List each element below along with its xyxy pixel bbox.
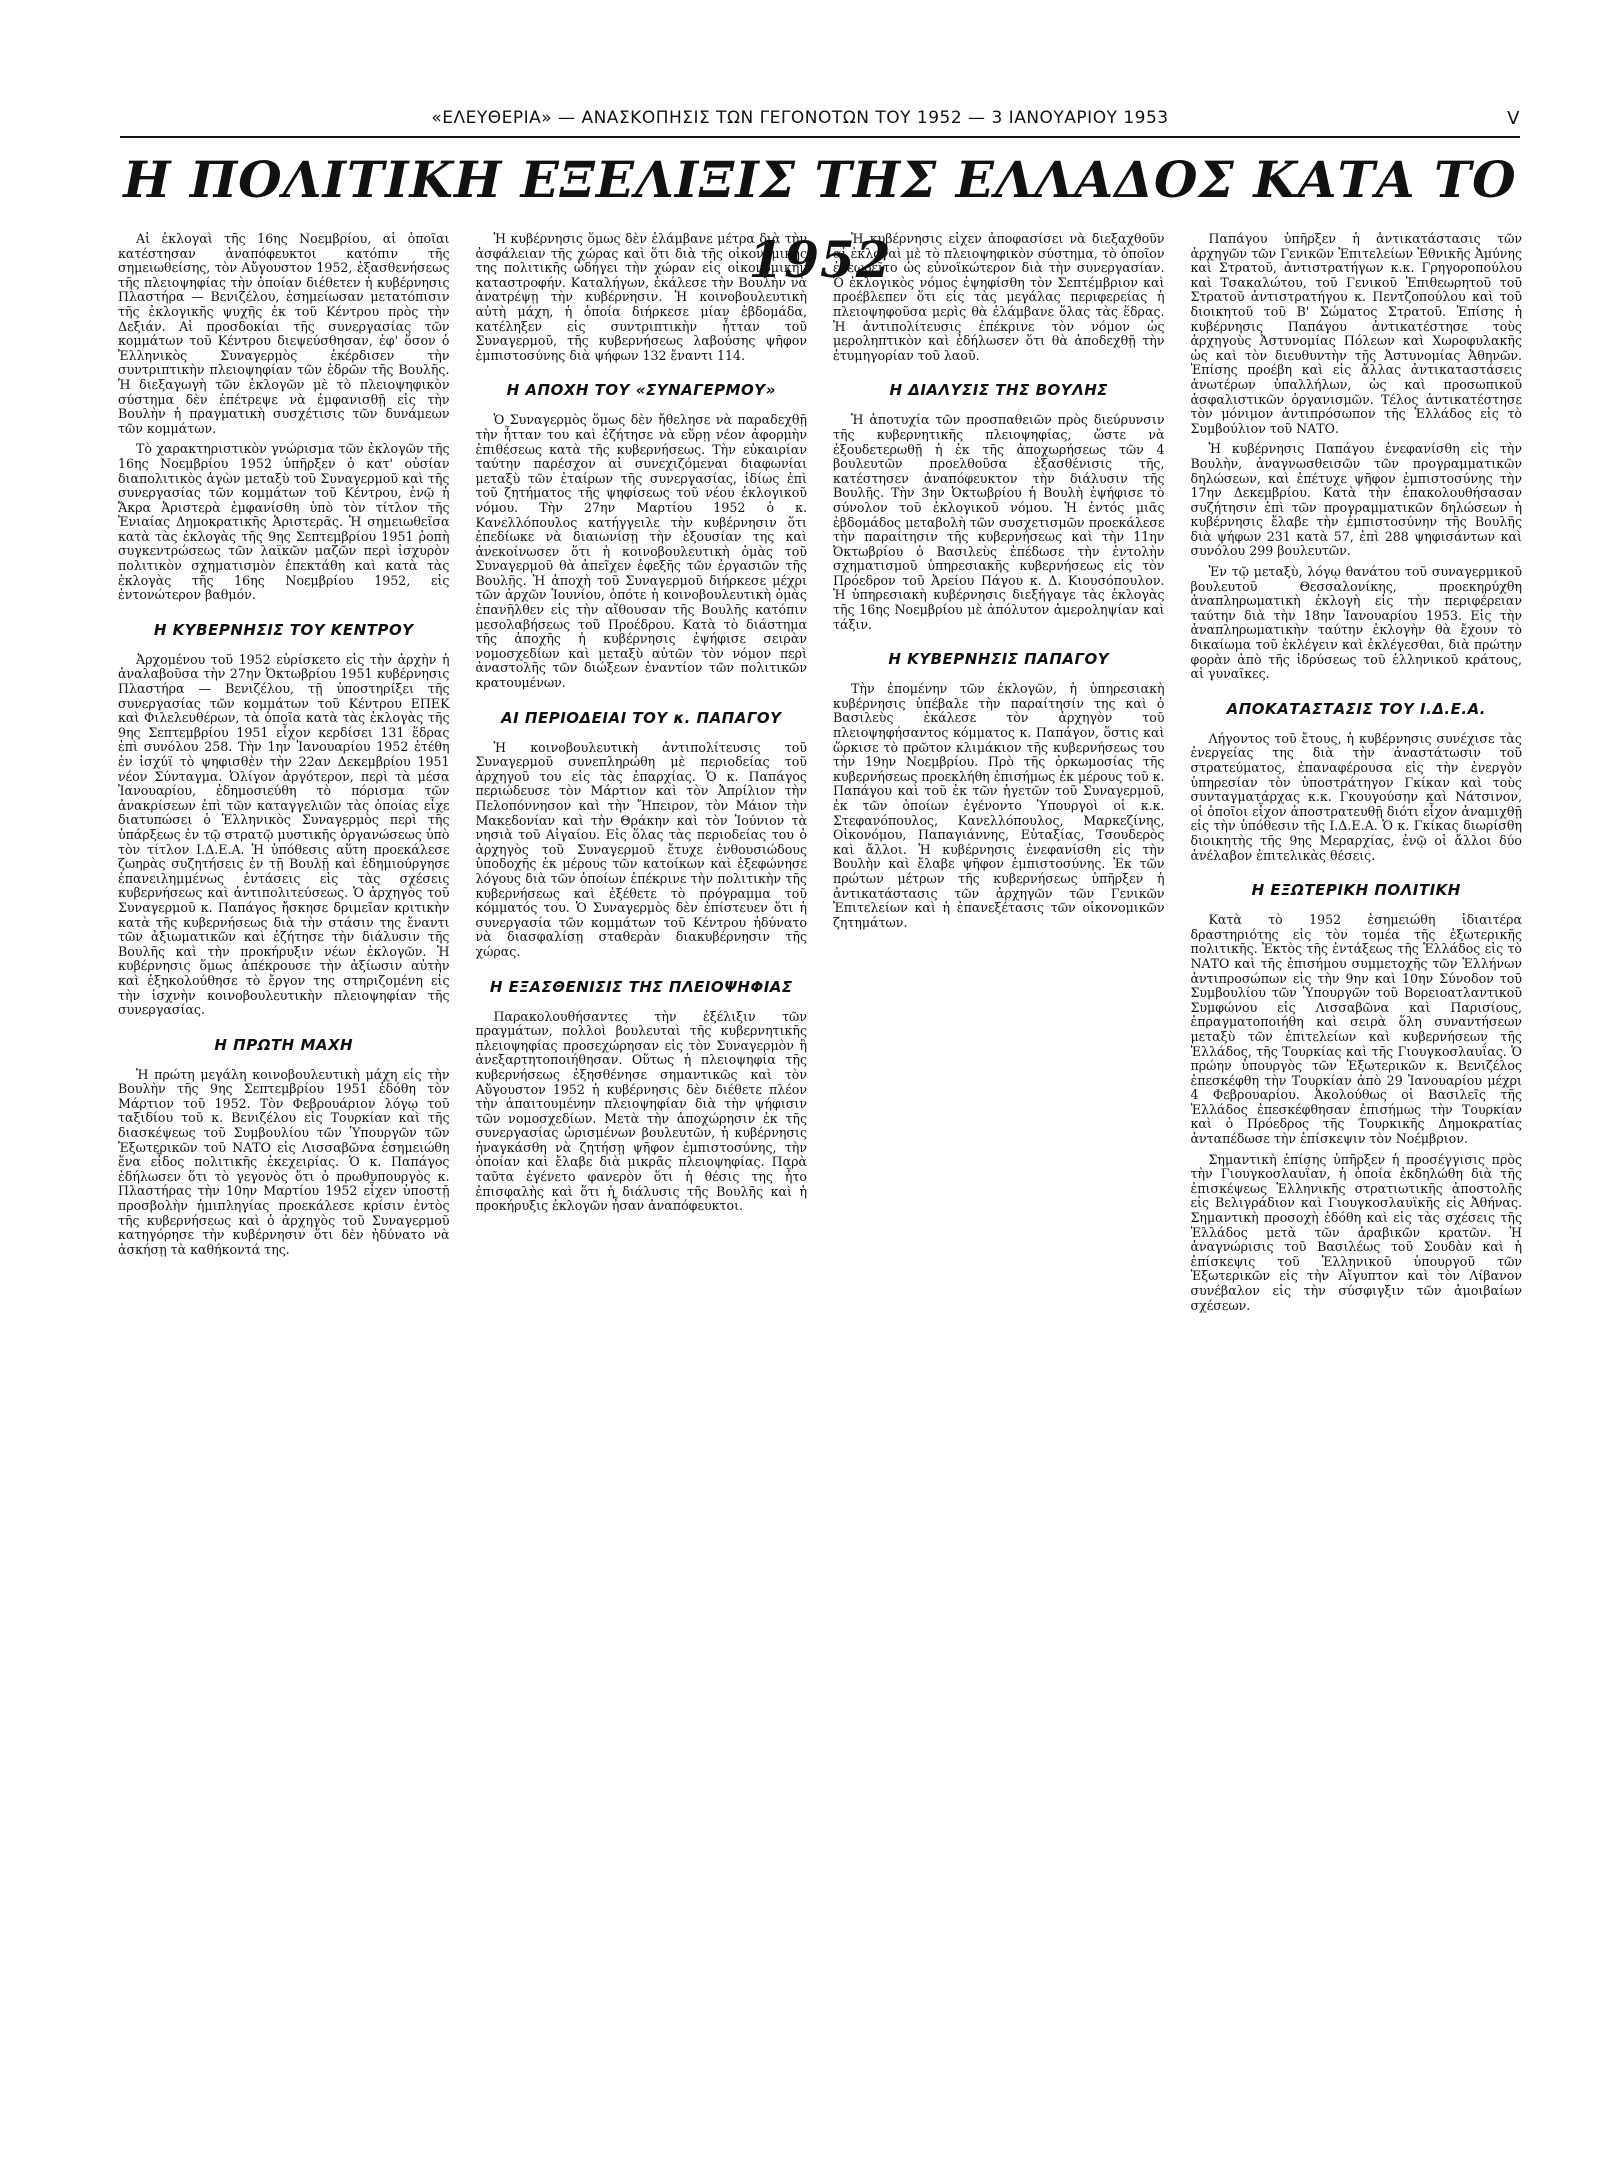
section-heading: Η ΚΥΒΕΡΝΗΣΙΣ ΠΑΠΑΓΟΥ (888, 650, 1110, 669)
paragraph: Ὁ Συναγερμὸς ὅμως δὲν ἤθελησε νὰ παραδεχθῇ τὴν ἧτταν του καὶ ἐζήτησε νὰ εὕρῃ νέον ἀφορμὴν ἐπιθέσεως κατὰ τῆς κυβερνήσεως. Τὴν εὐκαιρίαν ταύτην παρέσχον αἱ συνεχιζόμεναι διαφωνίαι μεταξὺ τῶν ἐταίρων τῆς συνεργασίας, ἰδίως ἐπὶ τοῦ ζητήματος τῆς ψηφίσεως τοῦ νέου ἐκλογικοῦ νόμου. Τὴν 27ην Μαρτίου 1952 ὁ κ. Κανελλόπουλος κατήγγειλε τὴν κυβέρνησιν ὅτι ἐπεδίωκε νὰ διαιωνίσῃ τὴν ἐξουσίαν της καὶ ἀνεκοίνωσεν ὅτι ἡ κοινοβουλευτικὴ ὁμὰς τοῦ Συναγερμοῦ θὰ ἀπεῖχεν ἐφεξῆς τῶν ἐργασιῶν τῆς Βουλῆς. Ἡ ἀποχὴ τοῦ Συναγερμοῦ διήρκεσε μέχρι τῶν ἀρχῶν Ἰουνίου, ὁπότε ἡ κοινοβουλευτικὴ ὁμὰς ἐπανῆλθεν εἰς τὴν αἴθουσαν τῆς Βουλῆς κατόπιν μεσολαβήσεως τοῦ Προέδρου. Κατὰ τὸ διάστημα τῆς ἀποχῆς ἡ κυβέρνησις ἐψήφισε σειρὰν νομοσχεδίων καὶ μεταξὺ αὐτῶν τὸν νόμον περὶ ἀναστολῆς τῶν διώξεων ἐναντίον τῶν πολιτικῶν κρατουμένων. (475, 412, 807, 691)
paragraph: Ἡ κυβέρνησις ὅμως δὲν ἐλάμβανε μέτρα διὰ τὴν ἀσφάλειαν τῆς χώρας καὶ ὅτι διὰ τῆς οἰκονομικῆς της πολιτικῆς ὡδήγει τὴν χώραν εἰς οἰκονομικὴν καταστροφήν. Καταλήγων, ἐκάλεσε τὴν Βουλὴν νὰ ἀνατρέψῃ τὴν κυβέρνησιν. Ἡ κοινοβουλευτικὴ αὐτὴ μάχη, ἡ ὁποία διήρκεσε μίαν ἑβδομάδα, κατέληξεν εἰς συντριπτικὴν ἧτταν τοῦ Συναγερμοῦ, τῆς κυβερνήσεως λαβούσης ψῆφον ἐμπιστοσύνης διὰ ψήφων 132 ἔναντι 114. (475, 232, 807, 363)
column-4 (1191, 232, 1523, 2132)
header-text: «ΕΛΕΥΘΕΡΙΑ» — ΑΝΑΣΚΟΠΗΣΙΣ ΤΩΝ ΓΕΓΟΝΟΤΩΝ ΤΟΥ 1952 — 3 ΙΑΝΟΥΑΡΙΟΥ 1953 (431, 108, 1169, 128)
section-heading: Η ΕΞΩΤΕΡΙΚΗ ΠΟΛΙΤΙΚΗ (1251, 881, 1461, 900)
page-number: V (1507, 107, 1520, 129)
section-heading: Η ΚΥΒΕΡΝΗΣΙΣ ΤΟΥ ΚΕΝΤΡΟΥ (153, 620, 414, 639)
section-heading: Η ΑΠΟΧΗ ΤΟΥ «ΣΥΝΑΓΕΡΜΟΥ» (506, 381, 776, 400)
column-3 (833, 232, 1165, 2132)
paragraph: Αἱ ἐκλογαὶ τῆς 16ης Νοεμβρίου, αἱ ὁποῖαι κατέστησαν ἀναπόφευκτοι κατόπιν τῆς σημειωθείσης, τὸν Αὔγουστον 1952, ἐξασθενήσεως τῆς πλειοψηφίας τὴν ὁποίαν διέθετεν ἡ κυβέρνησις Πλαστήρα — Βενιζέλου, ἐσημείωσαν μετατόπισιν τῆς ἐκλογικῆς ψυχῆς ἐκ τοῦ Κέντρου πρὸς τὴν Δεξιάν. Αἱ προσδοκίαι τῆς συνεργασίας τῶν κομμάτων τοῦ Κέντρου διεψεύσθησαν, ἐφ' ὅσον ὁ Ἑλληνικὸς Συναγερμὸς ἐκέρδισεν τὴν συντριπτικὴν πλειοψηφίαν τῶν ἑδρῶν τῆς Βουλῆς. Ἡ διεξαγωγὴ τῶν ἐκλογῶν μὲ τὸ πλειοψηφικὸν σύστημα δὲν ἐπέτρεψε νὰ ἐμφανισθῇ εἰς τὴν Βουλὴν ἡ πραγματικὴ συσχέτισις τῶν δυνάμεων τῶν κομμάτων. (118, 232, 450, 436)
paragraph: Ἡ κυβέρνησις Παπάγου ἐνεφανίσθη εἰς τὴν Βουλὴν, ἀναγνωσθεισῶν τῶν προγραμματικῶν δηλώσεων, καὶ ἐπέτυχε ψῆφον ἐμπιστοσύνης τὴν 17ην Δεκεμβρίου. Κατὰ τὴν ἐπακολουθήσασαν συζήτησιν ἐπὶ τῶν προγραμματικῶν δηλώσεων ἡ κυβέρνησις ἔλαβε τὴν ἐμπιστοσύνην τῆς Βουλῆς διὰ ψήφων 231 κατὰ 57, ἐπὶ 288 ψηφισάντων καὶ συνόλου 299 βουλευτῶν. (1190, 441, 1522, 559)
running-header (120, 100, 1520, 138)
paragraph: Τὴν ἐπομένην τῶν ἐκλογῶν, ἡ ὑπηρεσιακὴ κυβέρνησις ὑπέβαλε τὴν παραίτησίν της καὶ ὁ Βασιλεὺς ἐκάλεσε τὸν ἀρχηγὸν τοῦ πλειοψηφήσαντος κόμματος κ. Παπάγον, ὅστις καὶ ὥρκισε τὸ πρῶτον κλιμάκιον τῆς κυβερνήσεως του τὴν 19ην Νοεμβρίου. Πρὸ τῆς ὁρκωμοσίας τῆς κυβερνήσεως προεκλήθη ἐπισήμως ἐκ μέρους τοῦ κ. Παπάγου καὶ τοῦ ἐκ τῶν ἡγετῶν τοῦ Συναγερμοῦ, ἐκ τῶν ὁποίων ἐγένοντο Ὑπουργοὶ οἱ κ.κ. Στεφανόπουλος, Κανελλόπουλος, Μαρκεζίνης, Οἰκονόμου, Παπαγιάννης, Εὐταξίας, Τσουδερὸς καὶ ἄλλοι. Ἡ κυβέρνησις ἐνεφανίσθη εἰς τὴν Βουλὴν καὶ ἔλαβε ψῆφον ἐμπιστοσύνης. Ἐκ τῶν πρώτων μέτρων τῆς κυβερνήσεως ὑπῆρξεν ἡ ἀντικατάστασις τῶν ἀρχηγῶν τῶν Γενικῶν Ἐπιτελείων καὶ ἡ ἐπανεξέτασις τῶν οἰκονομικῶν ζητημάτων. (833, 681, 1165, 930)
paragraph: Ἀρχομένου τοῦ 1952 εὑρίσκετο εἰς τὴν ἀρχὴν ἡ ἀναλαβοῦσα τὴν 27ην Ὀκτωβρίου 1951 κυβέρνησις Πλαστήρα — Βενιζέλου, τῇ ὑποστηρίξει τῆς συνεργασίας τῶν κομμάτων τοῦ Κέντρου ΕΠΕΚ καὶ Φιλελευθέρων, τὰ ὁποῖα κατὰ τὰς ἐκλογὰς τῆς 9ης Σεπτεμβρίου 1951 εἶχον κερδίσει 131 ἕδρας ἐπὶ συνόλου 258. Τὴν 1ην Ἰανουαρίου 1952 ἐτέθη ἐν ἰσχύϊ τὸ ψηφισθὲν τὴν 22αν Δεκεμβρίου 1951 νέον Σύνταγμα. Ὀλίγον ἀργότερον, περὶ τὰ μέσα Ἰανουαρίου, ἐδημοσιεύθη τὸ πόρισμα τῶν ἀνακρίσεων ἐπὶ τῶν καταγγελιῶν τὰς ὁποίας εἶχε διατυπώσει ὁ Ἑλληνικὸς Συναγερμὸς περὶ τῆς ὑπάρξεως ἐν τῷ στρατῷ μυστικῆς ὀργανώσεως ὑπὸ τὸν τίτλον Ι.Δ.Ε.Α. Ἡ ὑπόθεσις αὕτη προεκάλεσε ζωηρὰς συζητήσεις ἐν τῇ Βουλῇ καὶ ἐδημιούργησε ἐπανειλημμένως ἐντάσεις εἰς τὰς σχέσεις κυβερνήσεως καὶ ἀντιπολιτεύσεως. Ὁ ἀρχηγὸς τοῦ Συναγερμοῦ κ. Παπάγος ἤσκησε δριμεῖαν κριτικὴν κατὰ τῆς κυβερνήσεως διὰ τὴν στάσιν της ἔναντι τῶν ἀξιωματικῶν καὶ ἐζήτησε τὴν διάλυσιν τῆς Βουλῆς καὶ τὴν προκήρυξιν νέων ἐκλογῶν. Ἡ κυβέρνησις ὅμως ἀπέκρουσε τὴν ἀξίωσιν αὐτὴν καὶ ἐξηκολούθησε τὸ ἔργον της στηριζομένη εἰς τὴν ἰσχνὴν κοινοβουλευτικὴν πλειοψηφίαν τῆς συνεργασίας. (118, 651, 450, 1018)
column-2 (476, 232, 808, 2132)
paragraph: Ἡ κυβέρνησις εἶχεν ἀποφασίσει νὰ διεξαχθοῦν αἱ ἐκλογαὶ μὲ τὸ πλειοψηφικὸν σύστημα, τὸ ὁποῖον ἐθεωρεῖτο ὡς εὐνοϊκώτερον διὰ τὴν συνεργασίαν. Ὁ ἐκλογικὸς νόμος ἐψηφίσθη τὸν Σεπτέμβριον καὶ προέβλεπεν ὅτι εἰς τὰς μεγάλας περιφερείας ἡ πλειοψηφοῦσα μερὶς θὰ ἐλάμβανε ὅλας τὰς ἕδρας. Ἡ ἀντιπολίτευσις ἐπέκρινε τὸν νόμον ὡς μεροληπτικὸν καὶ ἐδήλωσεν ὅτι θὰ ἀποδεχθῇ τὴν ἐτυμηγορίαν τοῦ λαοῦ. (833, 232, 1165, 363)
paragraph: Ἡ κοινοβουλευτικὴ ἀντιπολίτευσις τοῦ Συναγερμοῦ συνεπληρώθη μὲ περιοδείας τοῦ ἀρχηγοῦ του εἰς τὰς ἐπαρχίας. Ὁ κ. Παπάγος περιώδευσε τὸν Μάρτιον καὶ τὸν Ἀπρίλιον τὴν Πελοπόννησον καὶ τὴν Ἤπειρον, τὸν Μάιον τὴν Μακεδονίαν καὶ τὴν Θράκην καὶ τὸν Ἰούνιον τὰ νησιὰ τοῦ Αἰγαίου. Εἰς ὅλας τὰς περιοδείας του ὁ ἀρχηγὸς τοῦ Συναγερμοῦ ἔτυχε ἐνθουσιώδους ὑποδοχῆς ἐκ μέρους τῶν κατοίκων καὶ ἐξεφώνησε λόγους διὰ τῶν ὁποίων ἐπέκρινε τὴν πολιτικὴν τῆς κυβερνήσεως καὶ ἐξέθετε τὸ πρόγραμμα τοῦ κόμματός του. Ὁ Συναγερμὸς δὲν ἐπίστευεν ὅτι ἡ συνεργασία τῶν κομμάτων τοῦ Κέντρου ἠδύνατο νὰ διασφαλίσῃ σταθερὰν διακυβέρνησιν τῆς χώρας. (475, 739, 807, 959)
paragraph: Κατὰ τὸ 1952 ἐσημειώθη ἰδιαιτέρα δραστηριότης εἰς τὸν τομέα τῆς ἐξωτερικῆς πολιτικῆς. Ἐκτὸς τῆς ἐντάξεως τῆς Ἑλλάδος εἰς τὸ ΝΑΤΟ καὶ τῆς ἐπισήμου συμμετοχῆς τῶν Ἑλλήνων ἀντιπροσώπων εἰς τὴν 9ην καὶ 10ην Σύνοδον τοῦ Συμβουλίου τῶν Ὑπουργῶν τοῦ Βορειοατλαντικοῦ Συμφώνου εἰς Λισσαβῶνα καὶ Παρισίους, ἐπραγματοποιήθη καὶ σειρὰ ὅλη συναντήσεων μεταξὺ τῶν ἐπιτελείων καὶ κυβερνήσεων τῆς Ἑλλάδος, τῆς Τουρκίας καὶ τῆς Γιουγκοσλαυΐας. Ὁ πρώην ὑπουργὸς τῶν Ἐξωτερικῶν κ. Βενιζέλος ἐπεσκέφθη τὴν Τουρκίαν ἀπὸ 29 Ἰανουαρίου μέχρι 4 Φεβρουαρίου. Ἀκολούθως οἱ Βασιλεῖς τῆς Ἑλλάδος ἐπεσκέφθησαν ἐπισήμως τὴν Τουρκίαν καὶ ὁ Πρόεδρος τῆς Τουρκικῆς Δημοκρατίας ἀνταπέδωσε τὴν ἐπίσκεψιν τὸν Νοέμβριον. (1190, 912, 1522, 1147)
section-heading: Η ΔΙΑΛΥΣΙΣ ΤΗΣ ΒΟΥΛΗΣ (889, 381, 1109, 400)
section-heading: Η ΠΡΩΤΗ ΜΑΧΗ (214, 1035, 354, 1054)
article-columns (118, 232, 1522, 2132)
paragraph: Παρακολουθήσαντες τὴν ἐξέλιξιν τῶν πραγμάτων, πολλοὶ βουλευταὶ τῆς κυβερνητικῆς πλειοψηφίας προσεχώρησαν εἰς τὸν Συναγερμὸν ἢ ἀνεξαρτητοποιήθησαν. Οὕτως ἡ πλειοψηφία τῆς κυβερνήσεως ἐξησθένησε σημαντικῶς καὶ τὸν Αὔγουστον 1952 ἡ κυβέρνησις δὲν διέθετε πλέον τὴν ἀπαιτουμένην πλειοψηφίαν διὰ τὴν ψήφισιν τῶν νομοσχεδίων. Μετὰ τὴν ἀποχώρησιν ἐκ τῆς συνεργασίας ὡρισμένων βουλευτῶν, ἡ κυβέρνησις ἠναγκάσθη νὰ ζητήσῃ ψῆφον ἐμπιστοσύνης, τὴν ὁποίαν καὶ ἔλαβε διὰ μικρᾶς πλειοψηφίας. Παρὰ ταῦτα ἐγένετο φανερὸν ὅτι ἡ θέσις της ἦτο ἐπισφαλὴς καὶ ὅτι ἡ διάλυσις τῆς Βουλῆς καὶ ἡ προκήρυξις ἐκλογῶν ἦσαν ἀναπόφευκτοι. (475, 1008, 807, 1214)
section-heading: ΑΠΟΚΑΤΑΣΤΑΣΙΣ ΤΟΥ Ι.Δ.Ε.Α. (1226, 699, 1486, 718)
column-1 (118, 232, 450, 2132)
paragraph: Ἡ ἀποτυχία τῶν προσπαθειῶν πρὸς διεύρυνσιν τῆς κυβερνητικῆς πλειοψηφίας, ὥστε νὰ ἐξουδετερωθῇ ἡ ἐκ τῆς ἀποχωρήσεως τῶν 4 βουλευτῶν προελθοῦσα ἐξασθένισις τῆς, κατέστησεν ἀναπόφευκτον τὴν διάλυσιν τῆς Βουλῆς. Τὴν 3ην Ὀκτωβρίου ἡ Βουλὴ ἐψήφισε τὸ σύνολον τοῦ ἐκλογικοῦ νόμου. Ἡ ἐντός μιᾶς ἑβδομάδος μεταβολὴ τῶν συσχετισμῶν προεκάλεσε τὴν παραίτησιν τῆς κυβερνήσεως καὶ τὴν 11ην Ὀκτωβρίου ὁ Βασιλεὺς ἐπέδωσε τὴν ἐντολὴν σχηματισμοῦ ὑπηρεσιακῆς κυβερνήσεως εἰς τὸν Πρόεδρον τοῦ Ἀρείου Πάγου κ. Δ. Κιουσόπουλον. Ἡ ὑπηρεσιακὴ κυβέρνησις διεξήγαγε τὰς ἐκλογὰς τῆς 16ης Νοεμβρίου μὲ ἀπόλυτον ἀμεροληψίαν καὶ τάξιν. (833, 412, 1165, 632)
page-headline: Η ΠΟΛΙΤΙΚΗ ΕΞΕΛΙΞΙΣ ΤΗΣ ΕΛΛΑΔΟΣ ΚΑΤΑ ΤΟ 1952 (123, 150, 1517, 289)
paragraph: Παπάγου ὑπῆρξεν ἡ ἀντικατάστασις τῶν ἀρχηγῶν τῶν Γενικῶν Ἐπιτελείων Ἐθνικῆς Ἀμύνης καὶ Στρατοῦ, ἀντιστρατήγων κ.κ. Γρηγοροπούλου καὶ Τσακαλώτου, τοῦ Γενικοῦ Ἐπιθεωρητοῦ τοῦ Στρατοῦ ἀντιστρατήγου κ. Πεντζοπούλου καὶ τοῦ διοικητοῦ τοῦ Β' Σώματος Στρατοῦ. Ἐπίσης ἡ κυβέρνησις Παπάγου ἀντικατέστησε τοὺς ἀρχηγοὺς Ἀστυνομίας Πόλεων καὶ Χωροφυλακῆς ὡς καὶ τὸν διευθυντὴν τῆς Ἀστυνομίας Ἀθηνῶν. Ἐπίσης προέβη καὶ εἰς ἄλλας ἀντικαταστάσεις ἀνωτέρων ὑπαλλήλων, ὡς καὶ προσωπικοῦ ἀσφαλιστικῶν ὀργανισμῶν. Τέλος ἀντικατέστησε τὸν μόνιμον ἀντιπρόσωπον τῆς Ἑλλάδος εἰς τὸ Συμβούλιον τοῦ ΝΑΤΟ. (1190, 232, 1522, 436)
paragraph: Τὸ χαρακτηριστικὸν γνώρισμα τῶν ἐκλογῶν τῆς 16ης Νοεμβρίου 1952 ὑπῆρξεν ὁ κατ' οὐσίαν διαπολιτικὸς ἀγὼν μεταξὺ τοῦ Συναγερμοῦ καὶ τῆς συνεργασίας τῶν κομμάτων τοῦ Κέντρου, ἐνῷ ἡ Ἄκρα Ἀριστερὰ ἐμφανίσθη ὑπὸ τὸν τίτλον τῆς Ἑνιαίας Δημοκρατικῆς Ἀριστερᾶς. Ἡ σημειωθεῖσα κατὰ τὰς ἐκλογὰς τῆς 9ης Σεπτεμβρίου 1951 ῥοπὴ συγκεντρώσεως τῶν λαϊκῶν μαζῶν περὶ ἰσχυρὸν πολιτικὸν σχηματισμὸν ἐπεκτάθη καὶ κατὰ τὰς ἐκλογὰς τῆς 16ης Νοεμβρίου 1952, εἰς ἐντονώτερον βαθμόν. (118, 441, 450, 603)
paragraph: Λήγοντος τοῦ ἔτους, ἡ κυβέρνησις συνέχισε τὰς ἐνεργείας της διὰ τὴν ἀναστάτωσιν τοῦ στρατεύματος, ἐπαναφέρουσα εἰς τὴν ἐνεργὸν ὑπηρεσίαν τὸν ὑποστράτηγον Γκίκαν καὶ τοὺς συνταγματάρχας κ.κ. Γκουγούσην καὶ Νάτσινον, οἱ ὁποῖοι εἶχον ἀποστρατευθῇ διότι εἶχον ἀναμιχθῇ εἰς τὴν ὑπόθεσιν τῆς Ι.Δ.Ε.Α. Ὁ κ. Γκίκας διωρίσθη διοικητὴς τῆς 9ης Μεραρχίας, ἐνῷ οἱ ἄλλοι δύο ἀνέλαβον ἐπιτελικὰς θέσεις. (1190, 730, 1522, 863)
paragraph: Ἐν τῷ μεταξὺ, λόγῳ θανάτου τοῦ συναγερμικοῦ βουλευτοῦ Θεσσαλονίκης, προεκηρύχθη ἀναπληρωματικὴ ἐκλογὴ εἰς τὴν περιφέρειαν ταύτην διὰ τὴν 18ην Ἰανουαρίου 1953. Εἰς τὴν ἀναπληρωματικὴν ταύτην ἐκλογὴν θὰ ἔχουν τὸ δικαίωμα τοῦ ἐκλέγειν καὶ ἐκλέγεσθαι, διὰ πρώτην φορὰν ἀπὸ τῆς ἱδρύσεως τοῦ ἑλληνικοῦ κράτους, αἱ γυναῖκες. (1190, 564, 1522, 682)
section-heading: ΑΙ ΠΕΡΙΟΔΕΙΑΙ ΤΟΥ κ. ΠΑΠΑΓΟΥ (500, 708, 782, 727)
paragraph: Ἡ πρώτη μεγάλη κοινοβουλευτικὴ μάχη εἰς τὴν Βουλὴν τῆς 9ης Σεπτεμβρίου 1951 ἐδόθη τὸν Μάρτιον τοῦ 1952. Τὸν Φεβρουάριον λόγῳ τοῦ ταξιδίου τοῦ κ. Βενιζέλου εἰς Τουρκίαν καὶ τῆς διασκέψεως τοῦ Συμβουλίου τῶν Ὑπουργῶν τῶν Ἐξωτερικῶν τοῦ ΝΑΤΟ εἰς Λισσαβῶνα ἐσημειώθη ἕνα εἶδος πολιτικῆς ἐκεχειρίας. Ὁ κ. Παπάγος ἐδήλωσεν ὅτι τὸ γεγονὸς ὅτι ὁ πρωθυπουργὸς κ. Πλαστήρας τὴν 10ην Μαρτίου 1952 εἶχεν ὑποστῇ προσβολὴν ἡμιπληγίας προεκάλεσε κρίσιν ἐντὸς τῆς κυβερνήσεως καὶ ὁ ἀρχηγὸς τοῦ Συναγερμοῦ κατηγόρησε τὴν κυβέρνησιν ὅτι δὲν ἠδύνατο νὰ ἀσκήσῃ τὰ καθήκοντά της. (118, 1066, 450, 1257)
section-heading: Η ΕΞΑΣΘΕΝΙΣΙΣ ΤΗΣ ΠΛΕΙΟΨΗΦΙΑΣ (489, 977, 793, 996)
paragraph: Σημαντικὴ ἐπίσης ὑπῆρξεν ἡ προσέγγισις πρὸς τὴν Γιουγκοσλαυΐαν, ἡ ὁποία ἐκδηλώθη διὰ τῆς ἐπισκέψεως Ἑλληνικῆς στρατιωτικῆς ἀποστολῆς εἰς Βελιγράδιον καὶ Γιουγκοσλαυϊκῆς εἰς Ἀθήνας. Σημαντικὴ προσοχὴ ἐδόθη καὶ εἰς τὰς σχέσεις τῆς Ἑλλάδος μετὰ τῶν ἀραβικῶν κρατῶν. Ἡ ἀναγνώρισις τοῦ Βασιλέως τοῦ Σουδὰν καὶ ἡ ἐπίσκεψις τοῦ Ἑλληνικοῦ ὑπουργοῦ τῶν Ἐξωτερικῶν εἰς τὴν Αἴγυπτον καὶ τὸν Λίβανον συνέβαλον εἰς τὴν σύσφιγξιν τῶν ἀμοιβαίων σχέσεων. (1190, 1151, 1522, 1313)
